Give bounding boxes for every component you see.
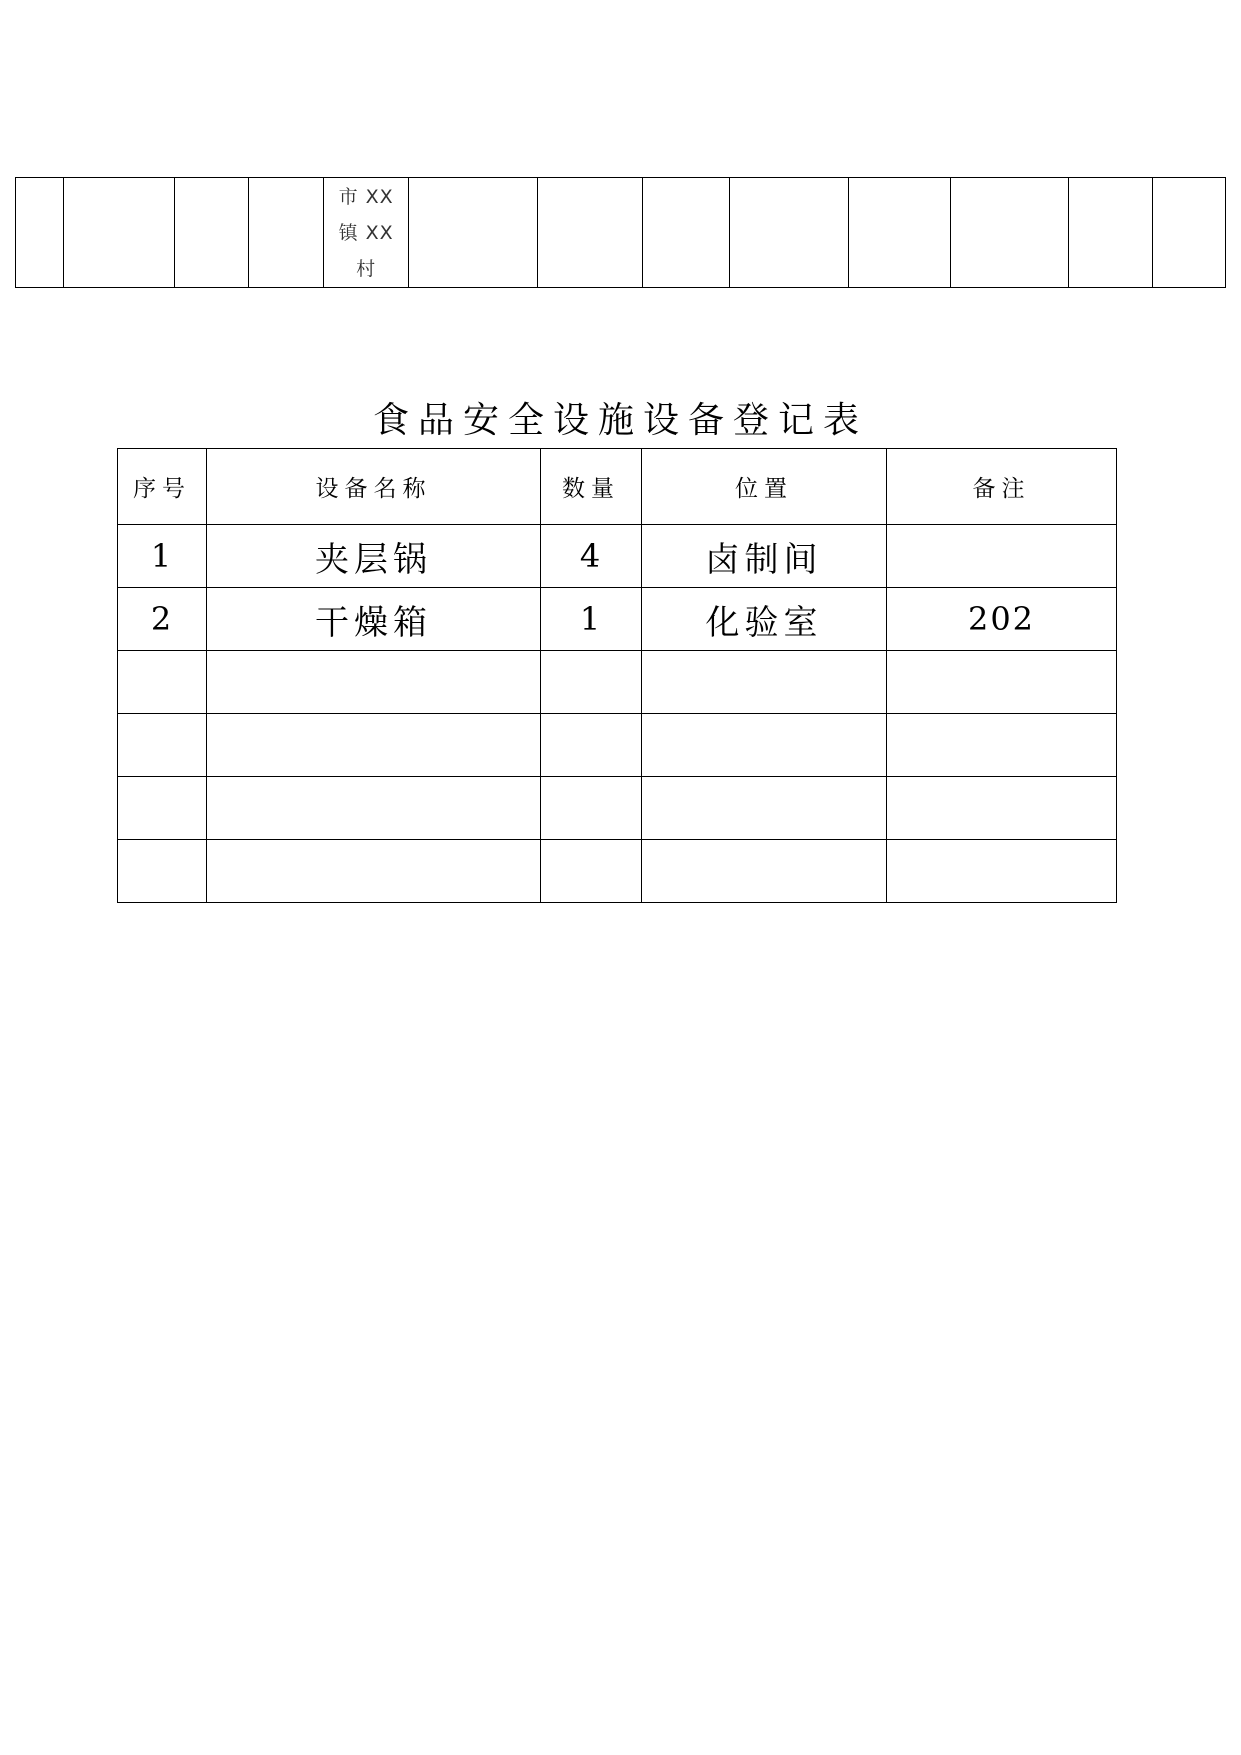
address-line: 村 [356, 257, 377, 280]
table-cell [537, 178, 642, 288]
cell-location: 卤制间 [642, 525, 887, 588]
page-title: 食品安全设施设备登记表 [372, 400, 868, 441]
cell-equipment-name [207, 651, 541, 714]
cell-location [642, 777, 887, 840]
header-equipment-name: 设备名称 [207, 449, 541, 525]
header-location: 位置 [642, 449, 887, 525]
cell-quantity: 1 [541, 588, 642, 651]
cell-location [642, 714, 887, 777]
table-cell [16, 178, 64, 288]
cell-serial: 2 [118, 588, 207, 651]
address-line: 镇 XX [338, 221, 394, 244]
cell-quantity [541, 714, 642, 777]
table-cell [1069, 178, 1152, 288]
cell-remarks [887, 525, 1117, 588]
cell-serial: 1 [118, 525, 207, 588]
table-row [118, 588, 1117, 651]
cell-equipment-name: 干燥箱 [207, 588, 541, 651]
cell-quantity: 4 [541, 525, 642, 588]
cell-quantity [541, 840, 642, 903]
cell-location [642, 840, 887, 903]
cell-equipment-name [207, 840, 541, 903]
cell-remarks [887, 840, 1117, 903]
table-cell [951, 178, 1069, 288]
table-cell [64, 178, 174, 288]
header-remarks: 备注 [887, 449, 1117, 525]
table-cell [1152, 178, 1225, 288]
equipment-register-table [117, 448, 1117, 903]
address-line: 市 XX [338, 185, 394, 208]
cell-equipment-name: 夹层锅 [207, 525, 541, 588]
cell-serial [118, 651, 207, 714]
table-cell [248, 178, 323, 288]
table-cell [409, 178, 537, 288]
cell-location: 化验室 [642, 588, 887, 651]
cell-remarks [887, 777, 1117, 840]
table-cell [174, 178, 248, 288]
cell-serial [118, 840, 207, 903]
table-row [118, 840, 1117, 903]
table-row [16, 178, 1226, 288]
cell-serial [118, 777, 207, 840]
table-cell [730, 178, 848, 288]
table-row [118, 651, 1117, 714]
cell-equipment-name [207, 777, 541, 840]
previous-table-fragment [15, 177, 1226, 288]
table-header-row [118, 449, 1117, 525]
cell-remarks: 202 [887, 588, 1117, 651]
cell-quantity [541, 777, 642, 840]
cell-remarks [887, 714, 1117, 777]
table-cell [848, 178, 950, 288]
cell-remarks [887, 651, 1117, 714]
cell-equipment-name [207, 714, 541, 777]
header-serial: 序号 [118, 449, 207, 525]
header-quantity: 数量 [541, 449, 642, 525]
cell-location [642, 651, 887, 714]
cell-quantity [541, 651, 642, 714]
cell-serial [118, 714, 207, 777]
table-row [118, 777, 1117, 840]
table-row [118, 525, 1117, 588]
address-cell [323, 178, 408, 288]
table-cell [643, 178, 730, 288]
table-row [118, 714, 1117, 777]
